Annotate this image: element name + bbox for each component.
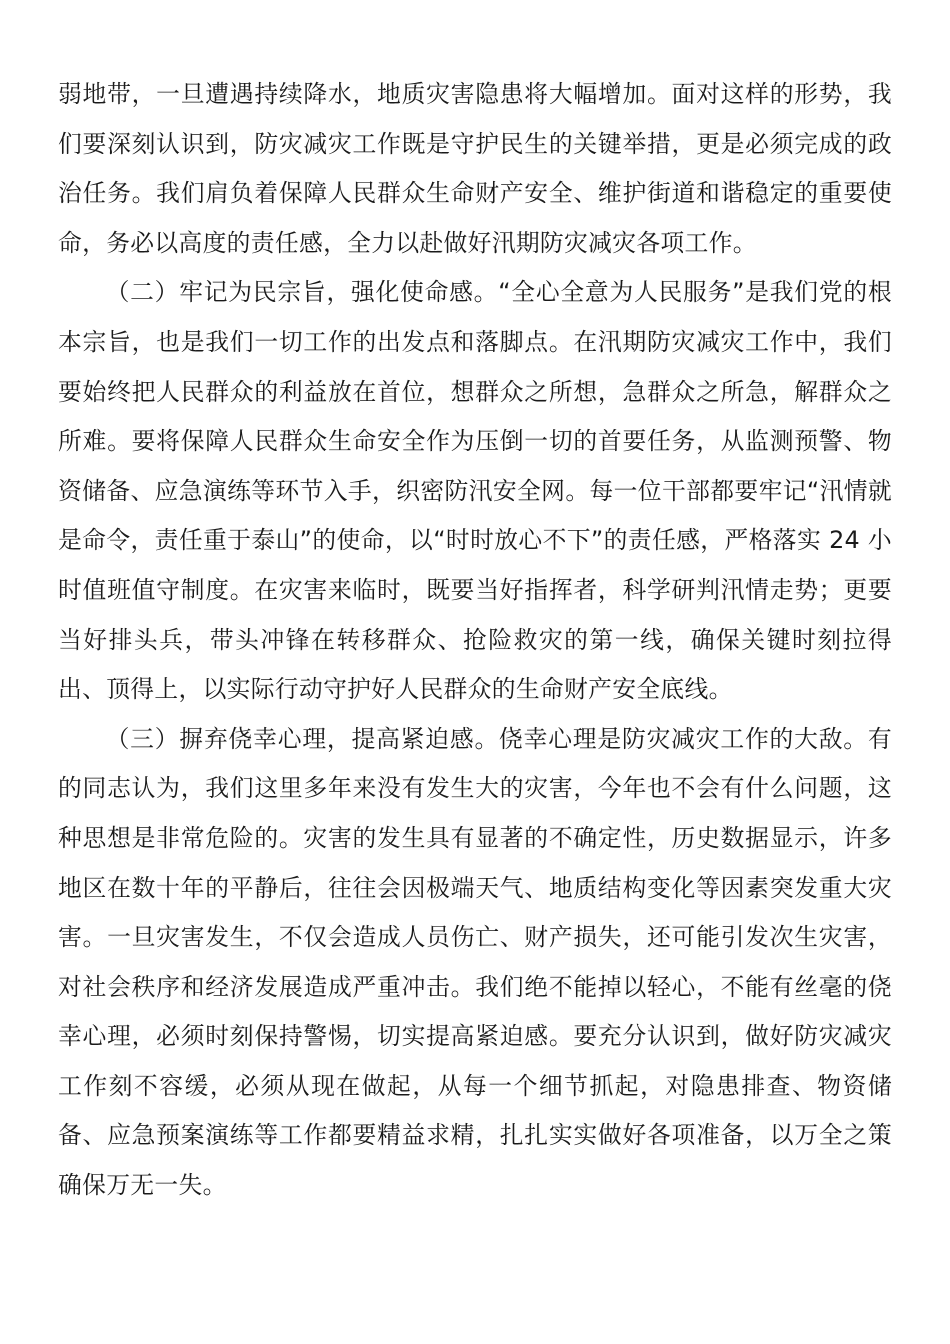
paragraph-continuation: 弱地带，一旦遭遇持续降水，地质灾害隐患将大幅增加。面对这样的形势，我们要深刻认识到，防灾减灾工作既是守护民生的关键举措，更是必须完成的政治任务。我们肩负着保障人民群众生命财产安全、维护街道和谐稳定的重要使命，务必以高度的责任感，全力以赴做好汛期防灾减灾各项工作。	[58, 80, 892, 257]
paragraph-section-3: （三）摒弃侥幸心理，提高紧迫感。侥幸心理是防灾减灾工作的大敌。有的同志认为，我们这里多年来没有发生大的灾害，今年也不会有什么问题，这种思想是非常危险的。灾害的发生具有显著的不确定性，历史数据显示，许多地区在数十年的平静后，往往会因极端天气、地质结构变化等因素突发重大灾害。一旦灾害发生，不仅会造成人员伤亡、财产损失，还可能引发次生灾害，对社会秩序和经济发展造成严重冲击。我们绝不能掉以轻心，不能有丝毫的侥幸心理，必须时刻保持警惕，切实提高紧迫感。要充分认识到，做好防灾减灾工作刻不容缓，必须从现在做起，从每一个细节抓起，对隐患排查、物资储备、应急预案演练等工作都要精益求精，扎扎实实做好各项准备，以万全之策确保万无一失。	[58, 724, 892, 1200]
document-body	[58, 70, 892, 1211]
paragraph-section-2: （二）牢记为民宗旨，强化使命感。“全心全意为人民服务”是我们党的根本宗旨，也是我们一切工作的出发点和落脚点。在汛期防灾减灾工作中，我们要始终把人民群众的利益放在首位，想群众之所想，急群众之所急，解群众之所难。要将保障人民群众生命安全作为压倒一切的首要任务，从监测预警、物资储备、应急演练等环节入手，织密防汛安全网。每一位干部都要牢记“汛情就是命令，责任重于泰山”的使命，以“时时放心不下”的责任感，严格落实 24 小时值班值守制度。在灾害来临时，既要当好指挥者，科学研判汛情走势；更要当好排头兵，带头冲锋在转移群众、抢险救灾的第一线，确保关键时刻拉得出、顶得上，以实际行动守护好人民群众的生命财产安全底线。	[58, 278, 892, 704]
